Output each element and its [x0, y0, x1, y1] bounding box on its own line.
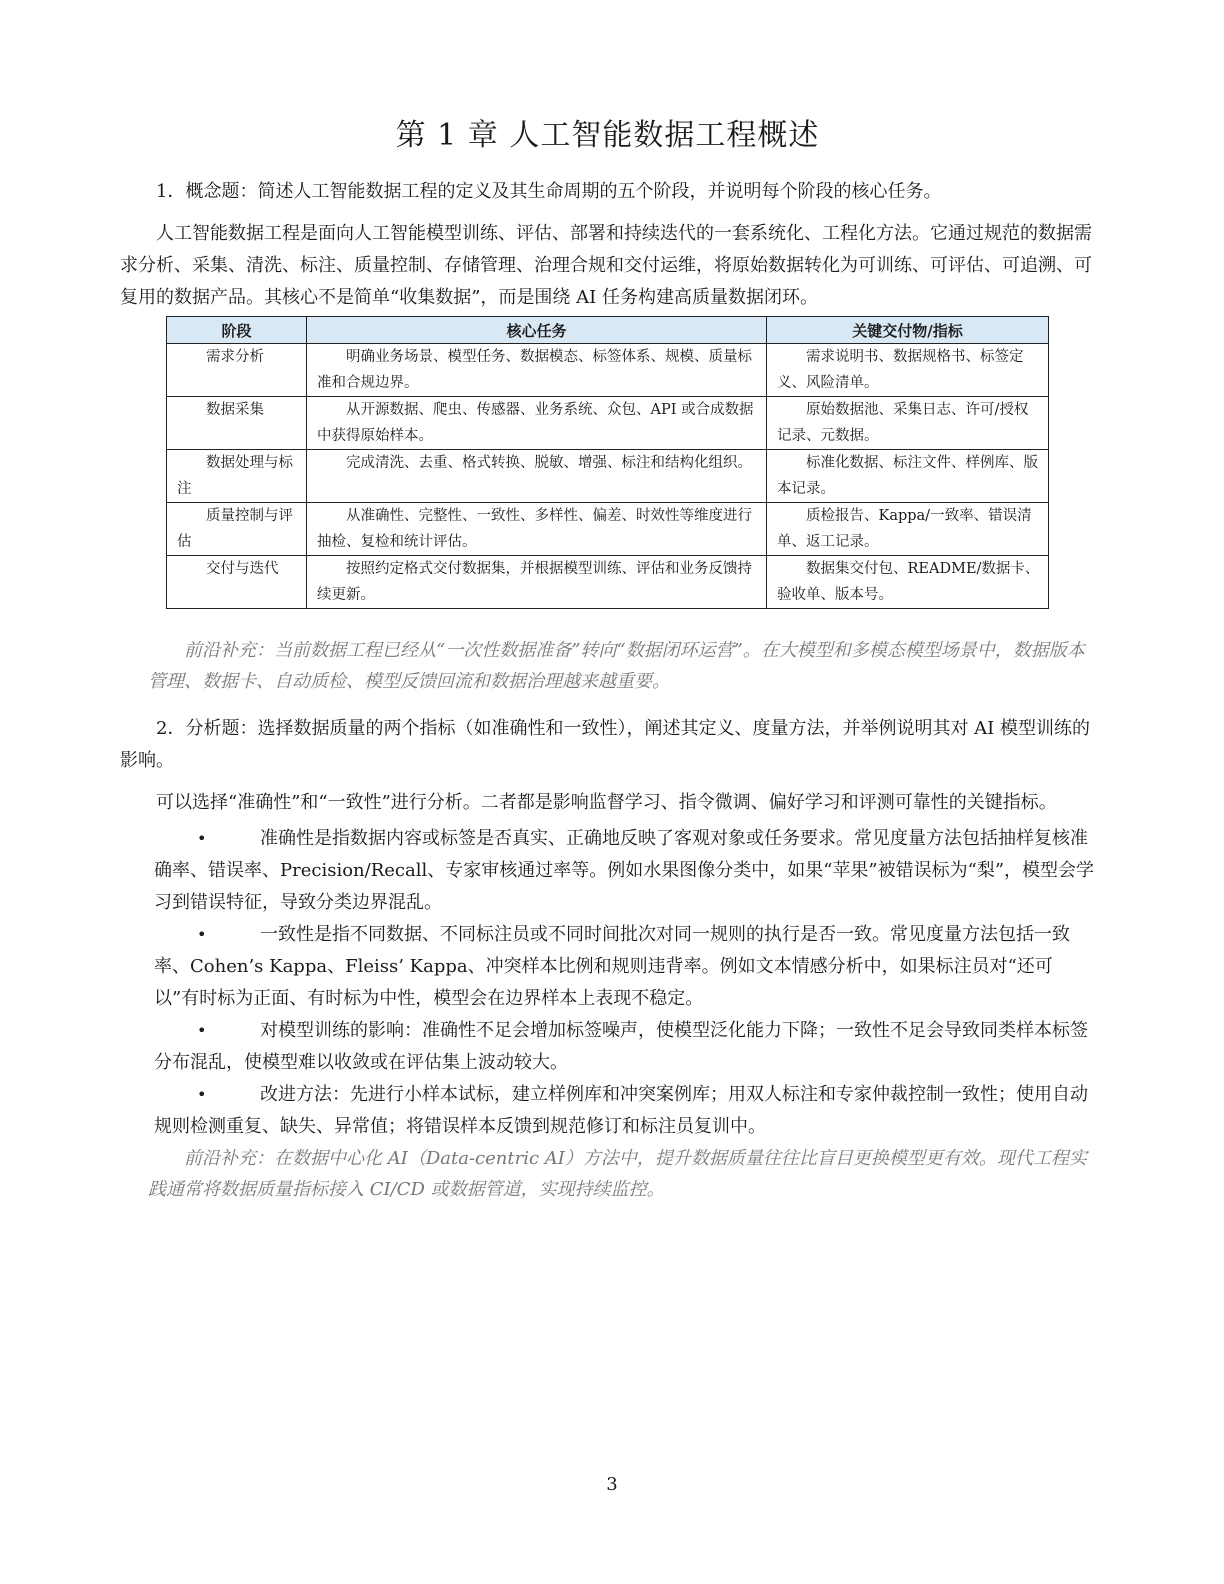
table-header-task: 核心任务 [307, 317, 767, 344]
table-cell-task: 从开源数据、爬虫、传感器、业务系统、众包、API 或合成数据中获得原始样本。 [307, 397, 767, 450]
list-item: • 对模型训练的影响：准确性不足会增加标签噪声，使模型泛化能力下降；一致性不足会导致同类样本标签分布混乱，使模型难以收敛或在评估集上波动较大。 [120, 1015, 1095, 1079]
chapter-title: 第 1 章 人工智能数据工程概述 [395, 118, 820, 153]
table-cell-stage: 数据采集 [167, 397, 307, 450]
lifecycle-table [166, 316, 1049, 609]
list-item: • 改进方法：先进行小样本试标，建立样例库和冲突案例库；用双人标注和专家仲裁控制一致性；使用自动规则检测重复、缺失、异常值；将错误样本反馈到规范修订和标注员复训中。 [120, 1079, 1095, 1143]
table-row [167, 450, 1049, 503]
answer-1: 人工智能数据工程是面向人工智能模型训练、评估、部署和持续迭代的一套系统化、工程化方法。它通过规范的数据需求分析、采集、清洗、标注、质量控制、存储管理、治理合规和交付运维，将原始数据转化为可训练、可评估、可追溯、可复用的数据产品。其核心不是简单“收集数据”，而是围绕 AI 任务构建高质量数据闭环。 [120, 223, 1092, 308]
table-row [167, 556, 1049, 609]
table-cell-task: 完成清洗、去重、格式转换、脱敏、增强、标注和结构化组织。 [307, 450, 767, 503]
frontier-note-1: 前沿补充：当前数据工程已经从“一次性数据准备”转向“数据闭环运营”。在大模型和多模态模型场景中，数据版本管理、数据卡、自动质检、模型反馈回流和数据治理越来越重要。 [148, 640, 1085, 692]
page-number: 3 [606, 1474, 618, 1495]
table-header-stage: 阶段 [167, 317, 307, 344]
table-row [167, 503, 1049, 556]
list-item: • 准确性是指数据内容或标签是否真实、正确地反映了客观对象或任务要求。常见度量方法包括抽样复核准确率、错误率、Precision/Recall、专家审核通过率等。例如水果图像分类中，如果“苹果”被错误标为“梨”，模型会学习到错误特征，导致分类边界混乱。 [120, 823, 1095, 919]
bullet-icon: • [197, 1085, 207, 1104]
table-cell-task: 按照约定格式交付数据集，并根据模型训练、评估和业务反馈持续更新。 [307, 556, 767, 609]
bullet-icon: • [197, 829, 207, 848]
table-header-deliverable: 关键交付物/指标 [767, 317, 1049, 344]
table-cell-stage: 需求分析 [167, 344, 307, 397]
table-cell-deliverable: 质检报告、Kappa/一致率、错误清单、返工记录。 [767, 503, 1049, 556]
table-cell-deliverable: 需求说明书、数据规格书、标签定义、风险清单。 [767, 344, 1049, 397]
table-cell-deliverable: 原始数据池、采集日志、许可/授权记录、元数据。 [767, 397, 1049, 450]
document-page [120, 110, 1095, 1205]
table-row [167, 397, 1049, 450]
answer-2: 可以选择“准确性”和“一致性”进行分析。二者都是影响监督学习、指令微调、偏好学习和评测可靠性的关键指标。 [156, 792, 1057, 813]
list-item: • 一致性是指不同数据、不同标注员或不同时间批次对同一规则的执行是否一致。常见度量方法包括一致率、Cohen’s Kappa、Fleiss’ Kappa、冲突样本比例和规则违背率。例如文本情感分析中，如果标注员对“还可以”有时标为正面、有时标为中性，模型会在边界样本上表现不稳定。 [120, 919, 1095, 1015]
question-2: 2．分析题：选择数据质量的两个指标（如准确性和一致性），阐述其定义、度量方法，并举例说明其对 AI 模型训练的影响。 [120, 718, 1090, 771]
table-row [167, 344, 1049, 397]
table-cell-task: 从准确性、完整性、一致性、多样性、偏差、时效性等维度进行抽检、复检和统计评估。 [307, 503, 767, 556]
table-cell-stage: 质量控制与评估 [167, 503, 307, 556]
question-1: 1．概念题：简述人工智能数据工程的定义及其生命周期的五个阶段，并说明每个阶段的核心任务。 [156, 181, 942, 202]
bullet-icon: • [197, 925, 207, 944]
table-cell-stage: 数据处理与标注 [167, 450, 307, 503]
table-cell-task: 明确业务场景、模型任务、数据模态、标签体系、规模、质量标准和合规边界。 [307, 344, 767, 397]
bullet-icon: • [197, 1021, 207, 1040]
table-cell-stage: 交付与迭代 [167, 556, 307, 609]
bullet-list [120, 823, 1095, 1143]
frontier-note-2: 前沿补充：在数据中心化 AI（Data-centric AI）方法中，提升数据质量往往比盲目更换模型更有效。现代工程实践通常将数据质量指标接入 CI/CD 或数据管道，实现持续监控。 [148, 1148, 1087, 1200]
table-cell-deliverable: 标准化数据、标注文件、样例库、版本记录。 [767, 450, 1049, 503]
table-cell-deliverable: 数据集交付包、README/数据卡、验收单、版本号。 [767, 556, 1049, 609]
table-header-row [167, 317, 1049, 344]
